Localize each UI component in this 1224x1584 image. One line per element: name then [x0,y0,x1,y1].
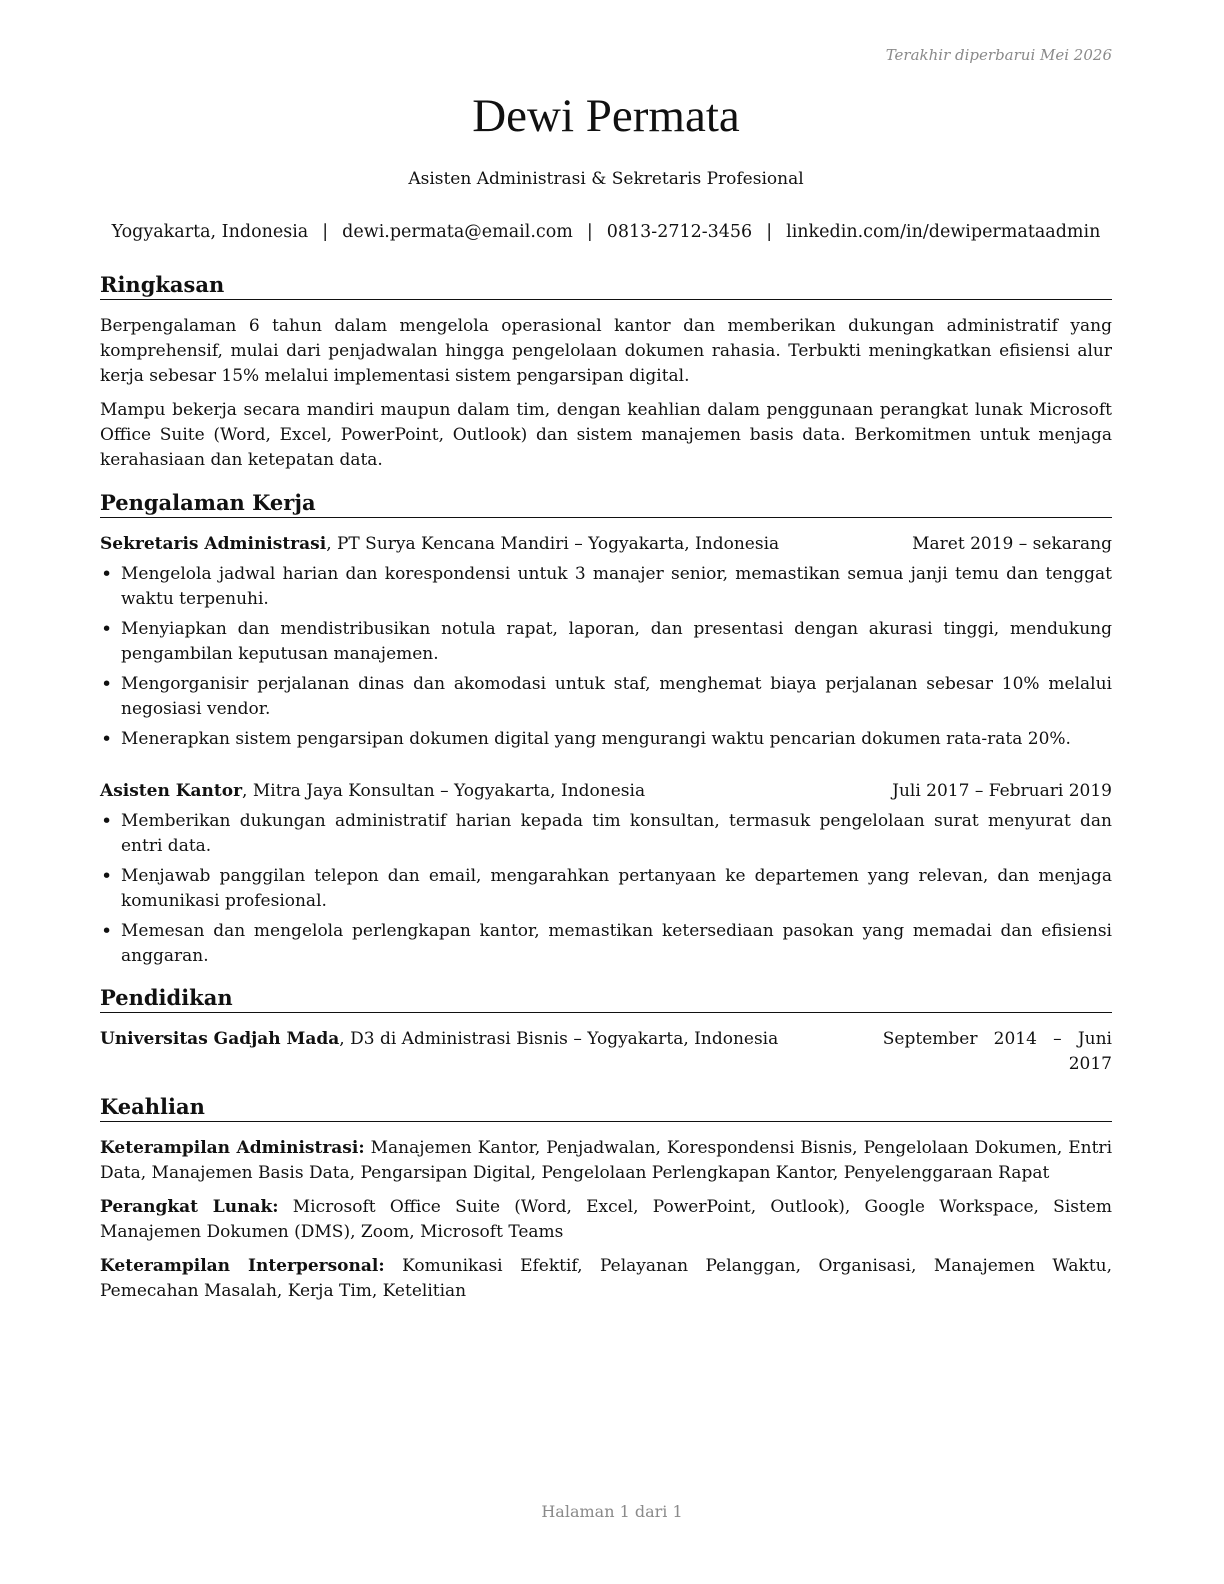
resume-page [100,0,1112,1584]
contact-linkedin[interactable]: linkedin.com/in/dewipermataadmin [786,222,1101,242]
summary-section [100,271,1112,473]
job-bullet: • Mengorganisir perjalanan dinas dan akomodasi untuk staf, menghemat biaya perjalanan sebesar 10% melalui negosiasi vendor. [100,672,1112,722]
job-bullet: • Menjawab panggilan telepon dan email, mengarahkan pertanyaan ke departemen yang relevan, dan menjaga komunikasi profesional. [100,864,1112,914]
education-dates-line: September 2014 – Juni [882,1029,1112,1049]
job-company: , PT Surya Kencana Mandiri – Yogyakarta, Indonesia [326,534,780,554]
contact-separator: | [322,222,329,242]
job-bullets [100,809,1112,969]
job-title-line [100,779,645,804]
section-title-education: Pendidikan [100,984,1112,1013]
contact-separator: | [766,222,773,242]
education-dates [883,1027,1112,1077]
education-dates-line: 2017 [1068,1054,1112,1074]
job-role: Asisten Kantor [100,781,243,801]
skill-label: Keterampilan Interpersonal: [100,1256,385,1276]
job-company: , Mitra Jaya Konsultan – Yogyakarta, Indonesia [242,781,646,801]
job-header [100,532,1112,557]
job-bullet: • Menerapkan sistem pengarsipan dokumen digital yang mengurangi waktu pencarian dokumen rata-rata 20%. [100,727,1112,752]
job-entry [100,779,1112,969]
contact-line [100,220,1112,244]
section-title-skills: Keahlian [100,1093,1112,1122]
section-title-experience: Pengalaman Kerja [100,489,1112,518]
job-bullet: • Menyiapkan dan mendistribusikan notula rapat, laporan, dan presentasi dengan akurasi tinggi, mendukung pengambilan keputusan manajemen. [100,617,1112,667]
education-detail: , D3 di Administrasi Bisnis – Yogyakarta, Indonesia [339,1029,779,1049]
summary-paragraph: Mampu bekerja secara mandiri maupun dalam tim, dengan keahlian dalam penggunaan perangkat lunak Microsoft Office Suite (Word, Excel, PowerPoint, Outlook) dan sistem manajemen basis data. Berkomitmen untuk menjaga kerahasiaan dan ketepatan data. [100,400,1112,470]
skill-group [100,1254,1112,1304]
candidate-tagline: Asisten Administrasi & Sekretaris Profesional [408,169,804,189]
skill-label: Keterampilan Administrasi: [100,1138,365,1158]
skills-section [100,1093,1112,1304]
contact-phone: 0813-2712-3456 [606,222,753,242]
education-entry [100,1027,1112,1077]
job-title-line [100,532,779,557]
section-title-summary: Ringkasan [100,271,1112,300]
education-section [100,984,1112,1077]
contact-location: Yogyakarta, Indonesia [111,222,309,242]
last-updated-note: Terakhir diperbarui Mei 2026 [885,46,1112,64]
job-entry [100,532,1112,752]
education-title-line [100,1027,778,1077]
job-bullet: • Mengelola jadwal harian dan korespondensi untuk 3 manajer senior, memastikan semua janji temu dan tenggat waktu terpenuhi. [100,562,1112,612]
skill-text: Komunikasi Efektif, Pelayanan Pelanggan, Organisasi, Manajemen Waktu, Pemecahan Masalah, Kerja Tim, Ketelitian [100,1256,1112,1301]
job-bullet: • Memesan dan mengelola perlengkapan kantor, memastikan ketersediaan pasokan yang memadai dan efisiensi anggaran. [100,919,1112,969]
skill-group [100,1195,1112,1245]
page-number-footer: Halaman 1 dari 1 [541,1502,683,1521]
job-dates: Juli 2017 – Februari 2019 [892,781,1112,801]
job-dates: Maret 2019 – sekarang [912,534,1112,554]
job-header [100,779,1112,804]
experience-section [100,489,1112,969]
skill-label: Perangkat Lunak: [100,1197,279,1217]
skill-text: Microsoft Office Suite (Word, Excel, PowerPoint, Outlook), Google Workspace, Sistem Manajemen Dokumen (DMS), Zoom, Microsoft Teams [100,1197,1112,1242]
candidate-name: Dewi Permata [472,90,740,142]
skill-group [100,1136,1112,1186]
job-bullets [100,562,1112,752]
job-bullet: • Memberikan dukungan administratif harian kepada tim konsultan, termasuk pengelolaan surat menyurat dan entri data. [100,809,1112,859]
contact-separator: | [586,222,593,242]
job-role: Sekretaris Administrasi [100,534,327,554]
contact-email[interactable]: dewi.permata@email.com [342,222,573,242]
skill-text: Manajemen Kantor, Penjadwalan, Korespondensi Bisnis, Pengelolaan Dokumen, Entri Data, Manajemen Basis Data, Pengarsipan Digital, Pengelolaan Perlengkapan Kantor, Penyelenggaraan Rapat [100,1138,1113,1183]
summary-paragraph: Berpengalaman 6 tahun dalam mengelola operasional kantor dan memberikan dukungan administratif yang komprehensif, mulai dari penjadwalan hingga pengelolaan dokumen rahasia. Terbukti meningkatkan efisiensi alur kerja sebesar 15% melalui implementasi sistem pengarsipan digital. [100,316,1112,386]
education-school: Universitas Gadjah Mada [100,1029,340,1049]
